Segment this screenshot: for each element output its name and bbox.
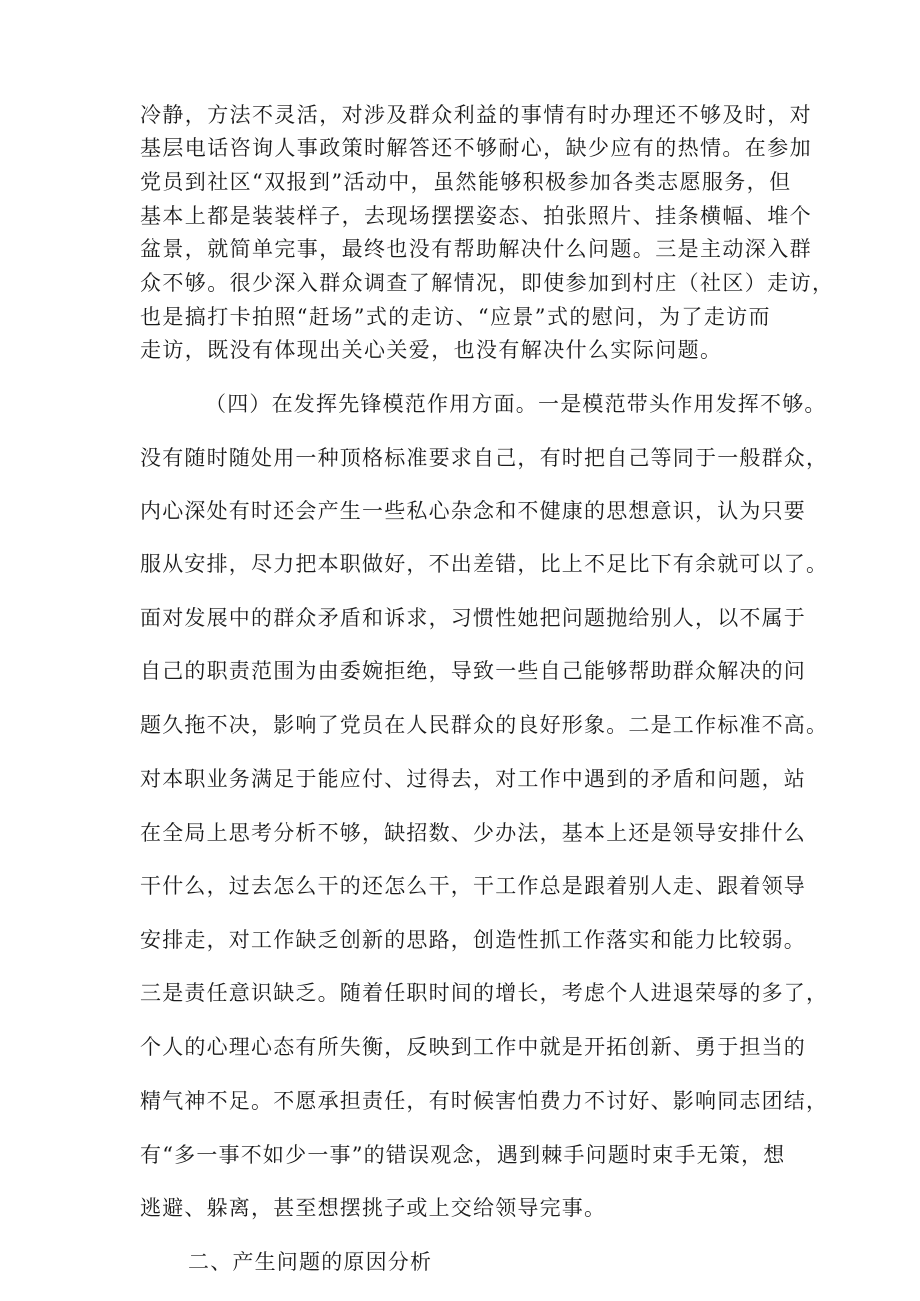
text-line: 基本上都是装装样子，去现场摆摆姿态、拍张照片、挂条横幅、堆个 bbox=[140, 204, 812, 228]
text-line: 内心深处有时还会产生一些私心杂念和不健康的思想意识，认为只要 bbox=[140, 499, 806, 523]
text-line: 对本职业务满足于能应付、过得去，对工作中遇到的矛盾和问题，站 bbox=[140, 767, 806, 791]
text-line: 党员到社区“双报到”活动中，虽然能够积极参加各类志愿服务，但 bbox=[140, 170, 792, 194]
section-heading: （四）在发挥先锋模范作用方面。一是模范带头作用发挥不够。 bbox=[205, 392, 827, 416]
text-line: 个人的心理心态有所失衡，反映到工作中就是开拓创新、勇于担当的 bbox=[140, 1035, 806, 1059]
text-line: 也是搞打卡拍照“赶场”式的走访、“应景”式的慰问，为了走访而 bbox=[140, 305, 771, 329]
text-line: 面对发展中的群众矛盾和诉求，习惯性她把问题抛给别人，以不属于 bbox=[140, 606, 806, 630]
text-line: 逃避、躲离，甚至想摆挑子或上交给领导完事。 bbox=[140, 1196, 607, 1220]
text-line: 盆景，就简单完事，最终也没有帮助解决什么问题。三是主动深入群 bbox=[140, 237, 812, 261]
text-line: 众不够。很少深入群众调查了解情况，即使参加到村庄（社区）走访， bbox=[140, 271, 835, 295]
text-line: 题久拖不决，影响了党员在人民群众的良好形象。二是工作标准不高。 bbox=[140, 713, 829, 737]
text-line: 冷静，方法不灵活，对涉及群众利益的事情有时办理还不够及时，对 bbox=[140, 103, 812, 127]
text-line: 没有随时随处用一种顶格标准要求自己，有时把自己等同于一般群众， bbox=[140, 446, 829, 470]
text-line: 有“多一事不如少一事”的错误观念，遇到棘手问题时束手无策，想 bbox=[140, 1143, 786, 1167]
text-line: 自己的职责范围为由委婉拒绝，导致一些自己能够帮助群众解决的问 bbox=[140, 659, 806, 683]
text-line: 在全局上思考分析不够，缺招数、少办法，基本上还是领导安排什么 bbox=[140, 821, 806, 845]
text-line: 干什么，过去怎么干的还怎么干，干工作总是跟着别人走、跟着领导 bbox=[140, 874, 806, 898]
text-line: 三是责任意识缺乏。随着任职时间的增长，考虑个人进退荣辱的多了， bbox=[140, 981, 829, 1005]
text-line: 服从安排，尽力把本职做好，不出差错，比上不足比下有余就可以了。 bbox=[140, 552, 829, 576]
text-line: 安排走，对工作缺乏创新的思路，创造性抓工作落实和能力比较弱。 bbox=[140, 928, 806, 952]
text-line: 精气神不足。不愿承担责任，有时候害怕费力不讨好、影响同志团结， bbox=[140, 1089, 829, 1113]
text-line: 走访，既没有体现出关心关爱，也没有解决什么实际问题。 bbox=[140, 338, 723, 362]
section-heading: 二、产生问题的原因分析 bbox=[188, 1250, 433, 1274]
text-line: 基层电话咨询人事政策时解答还不够耐心，缺少应有的热情。在参加 bbox=[140, 136, 812, 160]
